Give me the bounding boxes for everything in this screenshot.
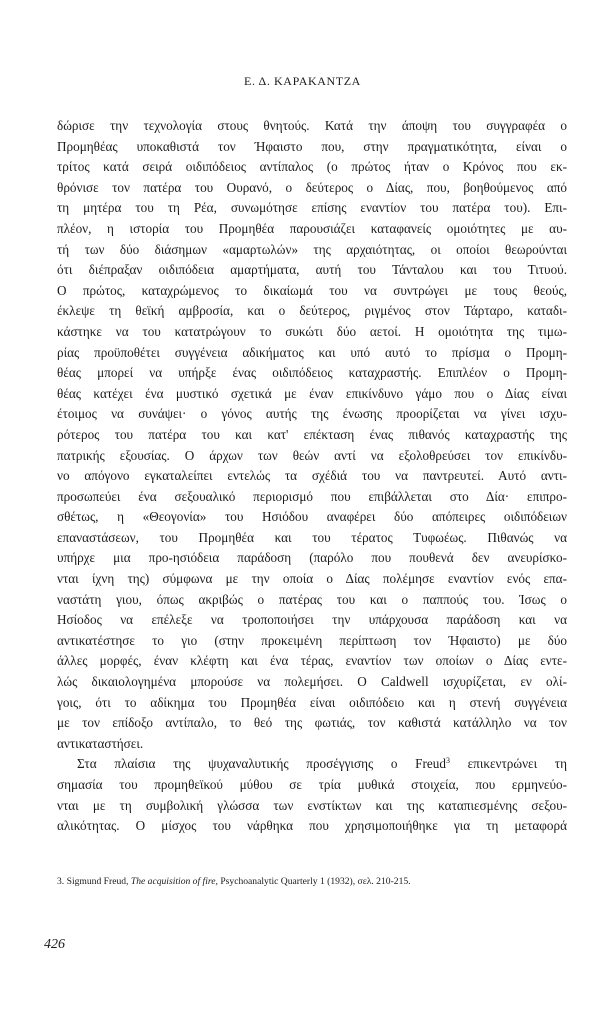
text-line: πατρικής εξουσίας. Ο άρχων των θεών αντί να εξολοθρεύσει τον επικίνδυ- <box>57 447 567 463</box>
running-head: Ε. Δ. ΚΑΡΑΚΑΝΤΖΑ <box>244 74 361 88</box>
text-line: Προμηθέας υποκαθιστά τον Ήφαιστο που, στην πραγματικότητα, είναι ο <box>57 138 567 154</box>
text-line: νται με τη συμβολική γλώσσα των ενστίκτων και της καταπιεσμένης σεξου- <box>57 797 567 813</box>
text-line: θρόνισε τον πατέρα του Ουρανό, ο δεύτερος ο Δίας, που, βοηθούμενος από <box>57 179 567 195</box>
footnote-title: The acquisition of fire, <box>130 876 218 887</box>
text-line: έτοιμος να συνάψει· ο γόνος αυτής της ένωσης προορίζεται να γίνει ισχυ- <box>57 406 567 422</box>
footnote: 3. Sigmund Freud, The acquisition of fire, Psychoanalytic Quarterly 1 (1932), σελ. 210-215. <box>57 876 411 887</box>
text-line: προσωπεύει ένα σεξουαλικό περιορισμό που επιβάλλεται στο Δία· επιπρο- <box>57 488 567 504</box>
page-number: 426 <box>44 937 65 952</box>
text-line: άλλες μορφές, έναν κλέφτη και ένα τέρας, εναντίον των οποίων ο Δίας εντε- <box>57 653 567 669</box>
text-line: ότι διέπραξαν οιδιπόδεια αμαρτήματα, αυτή του Τάνταλου και του Τιτυού. <box>57 262 567 278</box>
body-text <box>57 116 567 837</box>
text-line: Ησίοδος να επέλεξε να τροποποιήσει την υπάρχουσα παράδοση και να <box>57 612 567 628</box>
paragraph-1 <box>57 116 567 754</box>
text-line: αντικαταστήσει. <box>57 735 144 751</box>
text-line: κάστηκε να του κατατρώγουν το συκώτι δύο αετοί. Η ομοιότητα της τιμω- <box>57 323 567 339</box>
text-line: γοις, ότι το αδίκημα του Προμηθέα είναι οιδιπόδειο και η στενή συγγένεια <box>57 694 567 710</box>
text-line: δώρισε την τεχνολογία στους θνητούς. Κατά την άποψη του συγγραφέα ο <box>57 118 567 133</box>
text-line: πλέον, η ιστορία του Προμηθέα παρουσιάζει καταφανείς ομοιότητες με αυ- <box>57 220 567 236</box>
text-line: τή των δύο διάσημων «αμαρτωλών» της αρχαιότητας, οι οποίοι θεωρούνται <box>57 241 567 257</box>
text-line: τρίτος κατά σειρά οιδιπόδειος αντίπαλος (ο πρώτος ήταν ο Κρόνος που εκ- <box>57 159 567 175</box>
paragraph-2 <box>57 754 567 836</box>
text-line: με τον επίδοξο αντίπαλο, το θεό της φωτιάς, τον καθιστά κατάλληλο να τον <box>57 715 567 731</box>
text-line: Ο πρώτος, καταχρώμενος το δικαίωμά του να συντρώγει με τους θεούς, <box>57 282 567 298</box>
text-line: ρότερος του πατέρα του και κατ' επέκταση ένας πιθανός καταχραστής της <box>57 426 567 442</box>
text-line: σημασία του προμηθεϊκού μύθου σε τρία μυθικά στοιχεία, που ερμηνεύο- <box>57 777 567 792</box>
text-line: θέας μπορεί να υπήρξε ένας οιδιπόδειος καταχραστής. Επιπλέον ο Προμη- <box>57 365 567 381</box>
paragraph-2-line-1: Στα πλαίσια της ψυχαναλυτικής προσέγγισης ο Freud$^3$ επικεντρώνει τη <box>77 756 567 772</box>
text-line: ναστάτη γιου, όπως ακριβώς ο πατέρας του και ο παππούς του. Ίσως ο <box>57 591 567 607</box>
text-line: υπήρχε μια προ-ησιόδεια παράδοση (παρόλο που πουθενά δεν ανευρίσκο- <box>57 550 567 566</box>
text-line: σθέτως, η «Θεογονία» του Ησιόδου αναφέρει δύο απόπειρες οιδιπόδειων <box>57 509 567 525</box>
footnote-marker: 3 <box>445 756 450 766</box>
text-line: νο απόγονο εγκαταλείπει εντελώς τα σχέδιά του να παντρευτεί. Αυτό αντι- <box>57 468 567 484</box>
text-line: θέας κατέχει ένα μυστικό σχετικά με έναν επικίνδυνο γάμο που ο Δίας είναι <box>57 385 567 401</box>
text-line: νται ίχνη της) σύμφωνα με την οποία ο Δίας πολέμησε εναντίον ενός επα- <box>57 571 567 587</box>
text-line: τη μητέρα του τη Ρέα, συνωμότησε επίσης εναντίον του πατέρα του). Επι- <box>57 200 567 216</box>
text-line: αντικατέστησε το γιο (στην προκειμένη περίπτωση τον Ήφαιστο) με δύο <box>57 632 567 648</box>
text-line: αλικότητας. Ο μίσχος του νάρθηκα που χρησιμοποιήθηκε για τη μεταφορά <box>57 818 567 834</box>
text-line: ρίας προϋποθέτει συγγένεια αδικήματος και υπό αυτό το πρίσμα ο Προμη- <box>57 344 567 360</box>
text-line: έκλεψε τη θεϊκή αμβροσία, και ο δεύτερος, ριγμένος στον Τάρταρο, καταδι- <box>57 303 567 319</box>
text-line: επαναστάσεων, του Προμηθέα και του τέρατος Τυφωέως. Πιθανώς να <box>57 529 567 545</box>
text-line: λώς δικαιολογημένα μπορούσε να πολεμήσει. Ο Caldwell ισχυρίζεται, εν ολί- <box>57 674 567 690</box>
